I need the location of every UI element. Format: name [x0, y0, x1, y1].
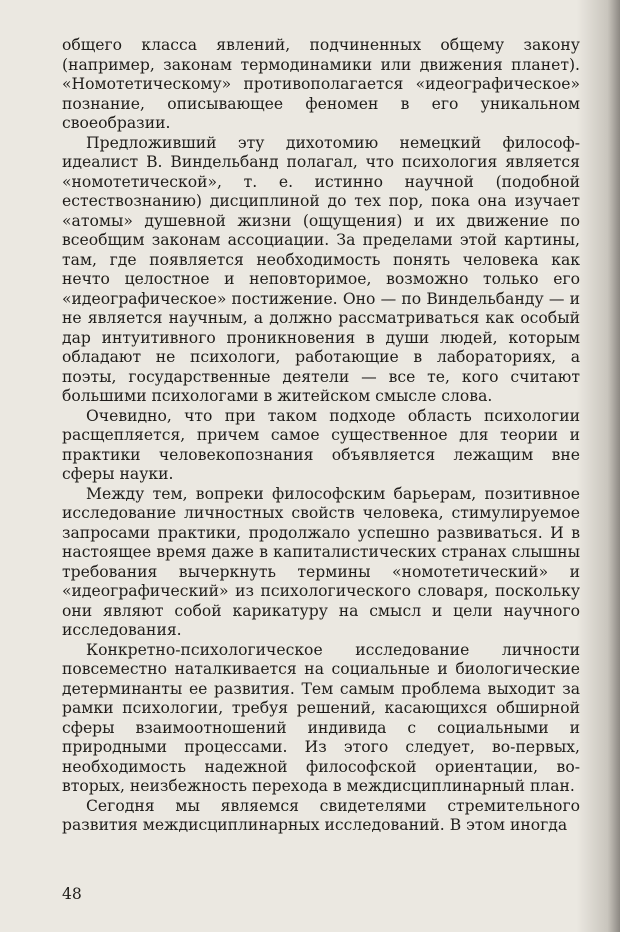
paragraph-concrete-research: Конкретно-психологическое исследование личности повсеместно наталкивается на социальные и биологические детерминанты ее развития. Тем самым проблема выходит за рамки психологии, требуя решений, касающихся обширной сферы взаимоотношений индивида с социальными и природными процессами. Из этого следует, во-первых, необходимость надежной философской ориентации, во-вторых, неизбежность перехода в междисциплинарный план. [62, 640, 580, 795]
paragraph-today: Сегодня мы являемся свидетелями стремительного развития междисциплинарных исследований. В этом иногда [62, 796, 580, 834]
page-number: 48 [62, 885, 82, 903]
paragraph-continuation: общего класса явлений, подчиненных общему закону (например, законам термодинамики или движения планет). «Номотетическому» противополагается «идеографическое» познание, описывающее феномен в его уникальном своеобразии. [62, 36, 580, 132]
paragraph-meanwhile: Между тем, вопреки философским барьерам, позитивное исследование личностных свойств человека, стимулируемое запросами практики, продолжало успешно развиваться. И в настоящее время даже в капиталистических странах слышны требования вычеркнуть термины «номотетический» и «идеографический» из психологического словаря, поскольку они являют собой карикатуру на смысл и цели научного исследования. [62, 484, 580, 639]
body-text [62, 36, 580, 836]
paragraph-windelband: Предложивший эту дихотомию немецкий философ-идеалист В. Виндельбанд полагал, что психология является «номотетической», т. е. истинно научной (подобной естествознанию) дисциплиной до тех пор, пока она изучает «атомы» душевной жизни (ощущения) и их движение по всеобщим законам ассоциации. За пределами этой картины, там, где появляется необходимость понять человека как нечто целостное и неповторимое, возможно только его «идеографическое» постижение. Оно — по Виндельбанду — и не является научным, а должно рассматриваться как особый дар интуитивного проникновения в души людей, которым обладают не психологи, работающие в лабораториях, а поэты, государственные деятели — все те, кого считают большими психологами в житейском смысле слова. [62, 133, 580, 405]
paragraph-split: Очевидно, что при таком подходе область психологии расщепляется, причем самое существенное для теории и практики человекопознания объявляется лежащим вне сферы науки. [62, 406, 580, 483]
